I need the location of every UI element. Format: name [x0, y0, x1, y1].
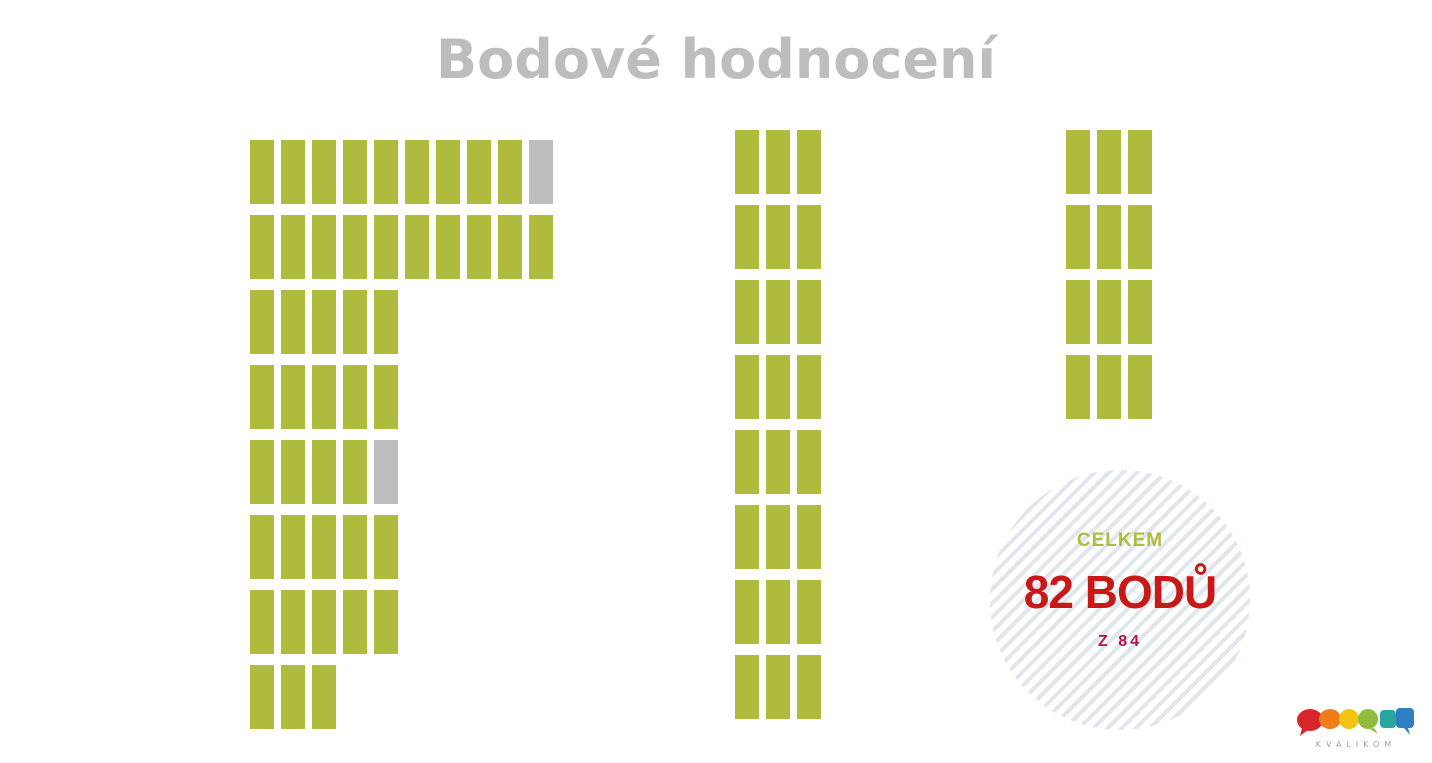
- score-block-filled: [797, 205, 821, 269]
- score-block-filled: [343, 140, 367, 204]
- score-block-filled: [250, 665, 274, 729]
- score-block-filled: [281, 290, 305, 354]
- score-block-filled: [343, 515, 367, 579]
- score-block-filled: [1128, 130, 1152, 194]
- score-block-filled: [735, 280, 759, 344]
- score-block-filled: [735, 205, 759, 269]
- score-block-filled: [1128, 355, 1152, 419]
- score-block-filled: [1097, 280, 1121, 344]
- score-block-filled: [1128, 205, 1152, 269]
- score-block-filled: [281, 515, 305, 579]
- score-block-filled: [766, 355, 790, 419]
- score-block-filled: [312, 440, 336, 504]
- score-block-filled: [343, 590, 367, 654]
- score-block-filled: [1066, 130, 1090, 194]
- score-block-filled: [281, 590, 305, 654]
- total-value: 82 BODŮ: [1023, 566, 1217, 618]
- score-block-filled: [374, 590, 398, 654]
- score-block-filled: [797, 355, 821, 419]
- score-block-filled: [281, 140, 305, 204]
- score-block-filled: [343, 365, 367, 429]
- score-block-filled: [797, 505, 821, 569]
- score-block-filled: [374, 140, 398, 204]
- score-block-filled: [312, 665, 336, 729]
- score-block-filled: [766, 655, 790, 719]
- score-block-filled: [797, 280, 821, 344]
- score-block-filled: [343, 290, 367, 354]
- score-block-filled: [281, 665, 305, 729]
- logo-text: KVALIKOM: [1315, 740, 1397, 749]
- score-block-empty: [374, 440, 398, 504]
- score-block-filled: [374, 365, 398, 429]
- score-block-filled: [766, 205, 790, 269]
- score-block-filled: [766, 505, 790, 569]
- score-block-filled: [250, 590, 274, 654]
- score-block-filled: [498, 140, 522, 204]
- score-block-filled: [1066, 205, 1090, 269]
- score-block-filled: [797, 430, 821, 494]
- score-block-filled: [735, 655, 759, 719]
- score-block-filled: [374, 290, 398, 354]
- score-block-filled: [766, 130, 790, 194]
- score-block-filled: [312, 515, 336, 579]
- score-block-filled: [281, 440, 305, 504]
- total-score-badge: [990, 470, 1250, 730]
- score-block-filled: [797, 655, 821, 719]
- score-block-filled: [1097, 355, 1121, 419]
- score-block-filled: [766, 430, 790, 494]
- score-block-filled: [312, 215, 336, 279]
- score-block-filled: [467, 140, 491, 204]
- score-block-filled: [312, 365, 336, 429]
- score-block-filled: [250, 215, 274, 279]
- score-block-filled: [250, 140, 274, 204]
- score-block-filled: [766, 580, 790, 644]
- score-block-filled: [735, 580, 759, 644]
- score-block-filled: [250, 365, 274, 429]
- score-block-filled: [343, 440, 367, 504]
- score-block-filled: [405, 140, 429, 204]
- score-block-filled: [498, 215, 522, 279]
- score-block-filled: [1066, 280, 1090, 344]
- logo-bubbles-icon: [1296, 706, 1416, 740]
- score-block-filled: [735, 430, 759, 494]
- score-block-filled: [374, 515, 398, 579]
- page-title: Bodové hodnocení: [436, 28, 996, 91]
- kvalikom-logo: [1296, 706, 1416, 752]
- score-block-filled: [1066, 355, 1090, 419]
- score-block-filled: [312, 140, 336, 204]
- score-block-filled: [436, 140, 460, 204]
- score-block-filled: [250, 515, 274, 579]
- score-block-filled: [735, 505, 759, 569]
- score-block-filled: [343, 215, 367, 279]
- score-block-filled: [797, 580, 821, 644]
- score-block-filled: [735, 355, 759, 419]
- score-block-filled: [312, 290, 336, 354]
- score-block-filled: [766, 280, 790, 344]
- score-block-filled: [250, 440, 274, 504]
- score-block-filled: [281, 215, 305, 279]
- score-block-empty: [529, 140, 553, 204]
- score-block-filled: [1097, 205, 1121, 269]
- score-block-filled: [374, 215, 398, 279]
- score-block-filled: [529, 215, 553, 279]
- score-block-filled: [405, 215, 429, 279]
- score-block-filled: [1128, 280, 1152, 344]
- score-block-filled: [467, 215, 491, 279]
- score-block-filled: [281, 365, 305, 429]
- total-out-of: Z 84: [1097, 633, 1142, 650]
- total-heading: CELKEM: [1076, 530, 1164, 551]
- score-block-filled: [436, 215, 460, 279]
- score-block-filled: [735, 130, 759, 194]
- score-block-filled: [797, 130, 821, 194]
- score-block-filled: [312, 590, 336, 654]
- score-block-filled: [1097, 130, 1121, 194]
- score-block-filled: [250, 290, 274, 354]
